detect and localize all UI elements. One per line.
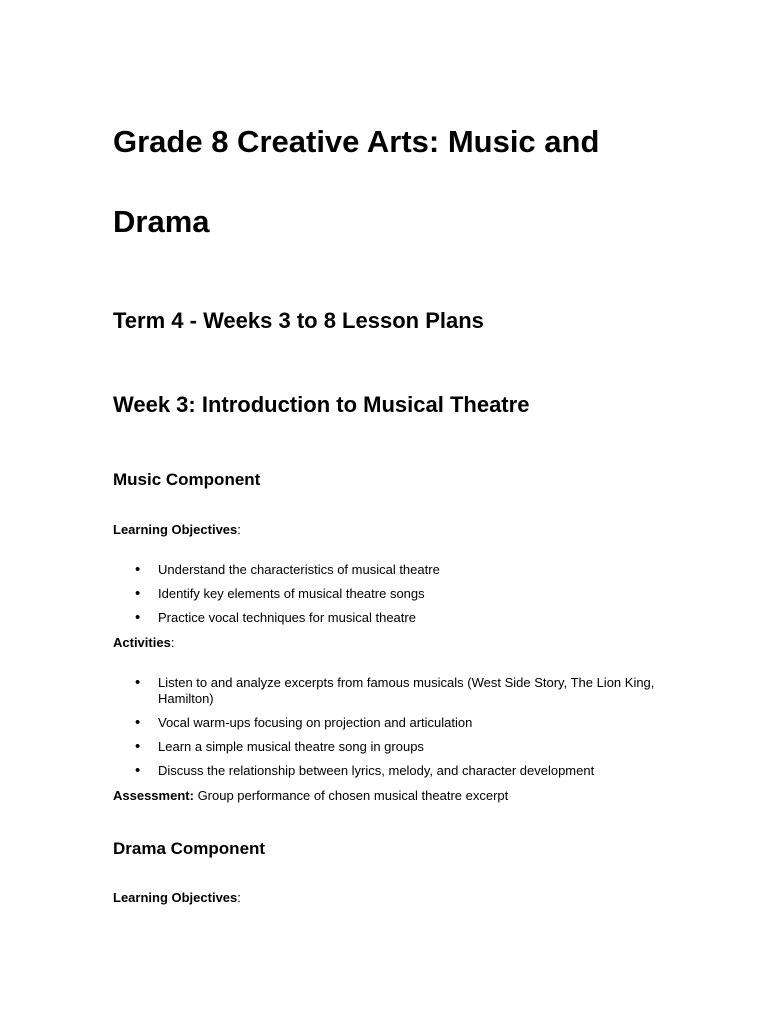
list-item: • Understand the characteristics of musical theatre	[113, 562, 673, 578]
music-activities-label: Activities:	[113, 635, 175, 650]
list-item: • Identify key elements of musical theatre songs	[113, 586, 673, 602]
document-title-line-1: Grade 8 Creative Arts: Music and	[113, 124, 600, 159]
document-subtitle: Term 4 - Weeks 3 to 8 Lesson Plans	[113, 308, 484, 333]
list-item: • Practice vocal techniques for musical theatre	[113, 610, 673, 626]
list-item: • Vocal warm-ups focusing on projection and articulation	[113, 715, 658, 731]
music-assessment	[113, 788, 508, 804]
music-assessment-text: Group performance of chosen musical theatre excerpt	[197, 788, 509, 803]
list-item: • Listen to and analyze excerpts from famous musicals (West Side Story, The Lion King, Hamilton)	[113, 675, 658, 707]
music-objectives-label: Learning Objectives:	[113, 522, 241, 537]
music-component-heading: Music Component	[113, 470, 261, 489]
drama-component-heading: Drama Component	[113, 839, 266, 858]
music-assessment-label: Assessment:	[113, 788, 194, 803]
music-activities-label-text: Activities	[113, 635, 171, 650]
list-item: • Discuss the relationship between lyrics, melody, and character development	[113, 763, 658, 779]
week-3-heading: Week 3: Introduction to Musical Theatre	[113, 392, 530, 417]
drama-objectives-label-text: Learning Objectives	[113, 890, 238, 905]
drama-objectives-label: Learning Objectives:	[113, 890, 241, 905]
document-title-line-2: Drama	[113, 204, 210, 239]
list-item: • Learn a simple musical theatre song in groups	[113, 739, 658, 755]
music-objectives-list	[113, 562, 673, 626]
music-objectives-label-text: Learning Objectives	[113, 522, 238, 537]
music-activities-list	[113, 675, 658, 779]
